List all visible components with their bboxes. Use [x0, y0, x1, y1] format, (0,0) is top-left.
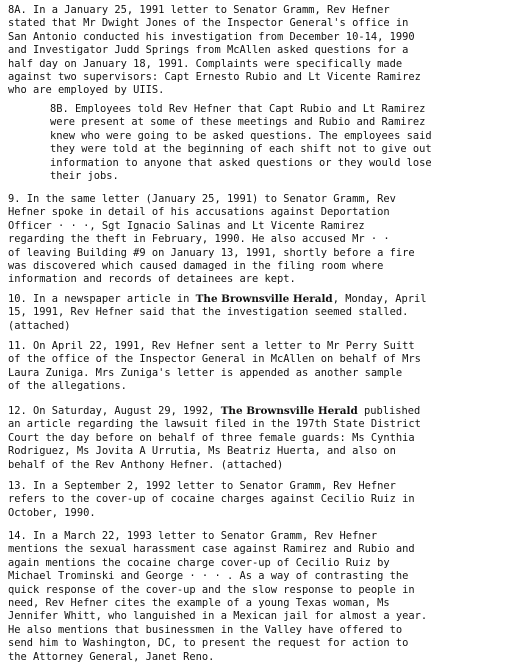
paragraph-10-lead: 10. In a newspaper article in — [8, 293, 196, 305]
paragraph-10 — [8, 293, 502, 333]
newspaper-name: The Brownsville Herald — [195, 293, 333, 305]
paragraph-12-rest: published an article regarding the lawsuit filed in the 197th State District Court the day before on behalf of three female guards: Ms Cynthia Rodriguez, Ms Jovita A Urrutia, Ms Beatriz Huerta, and also on behalf of the Rev Anthony Hefner. (attached) — [8, 405, 421, 471]
paragraph-12 — [8, 405, 502, 472]
paragraph-11: 11. On April 22, 1991, Rev Hefner sent a letter to Mr Perry Suitt of the office of the Inspector General in McAllen on behalf of Mrs Laura Zuniga. Mrs Zuniga's letter is appended as another sample of the allegations. — [8, 340, 421, 393]
paragraph-13: 13. In a September 2, 1992 letter to Senator Gramm, Rev Hefner refers to the cover-up of cocaine charges against Cecilio Ruiz in October, 1990. — [8, 480, 415, 519]
paragraph-8a: 8A. In a January 25, 1991 letter to Senator Gramm, Rev Hefner stated that Mr Dwight Jones of the Inspector General's office in San Antonio conducted his investigation from December 10-14, 1990 and Investigator Judd Springs from McAllen asked questions for a half day on January 18, 1991. Complaints were specifically made against two supervisors: Capt Ernesto Rubio and Lt Vicente Ramirez who are employed by UIIS. — [8, 4, 421, 97]
paragraph-9: 9. In the same letter (January 25, 1991) to Senator Gramm, Rev Hefner spoke in detail of his accusations against Deportation Officer · · ·, Sgt Ignacio Salinas and Lt Vicente Ramirez regarding the theft in February, 1990. He also accused Mr · · of leaving Building #9 on January 13, 1991, shortly before a fire was discovered which caused damaged in the filing room where information and records of detainees are kept. — [8, 193, 415, 286]
newspaper-name: The Brownsville Herald — [220, 405, 358, 417]
paragraph-14: 14. In a March 22, 1993 letter to Senator Gramm, Rev Hefner mentions the sexual harassment case against Ramirez and Rubio and again mentions the cocaine charge cover-up of Cecilio Ruiz by Michael Trominski and George · · · . As a way of contrasting the quick response of the cover-up and the slow response to people in need, Rev Hefner cites the example of a young Texas woman, Ms Jennifer Whitt, who languished in a Mexican jail for almost a year. He also mentions that businessmen in the Valley have offered to send him to Washington, DC, to present the request for action to the Attorney General, Janet Reno. — [8, 530, 428, 663]
paragraph-8b: 8B. Employees told Rev Hefner that Capt Rubio and Lt Ramirez were present at some of these meetings and Rubio and Ramirez knew who were going to be asked questions. The employees said they were told at the beginning of each shift not to give out information to anyone that asked questions or they would lose their jobs. — [50, 103, 432, 183]
paragraph-12-lead: 12. On Saturday, August 29, 1992, — [8, 405, 221, 417]
paragraph-10-rest: , Monday, April 15, 1991, Rev Hefner said that the investigation seemed stalled. (attached) — [8, 293, 427, 332]
